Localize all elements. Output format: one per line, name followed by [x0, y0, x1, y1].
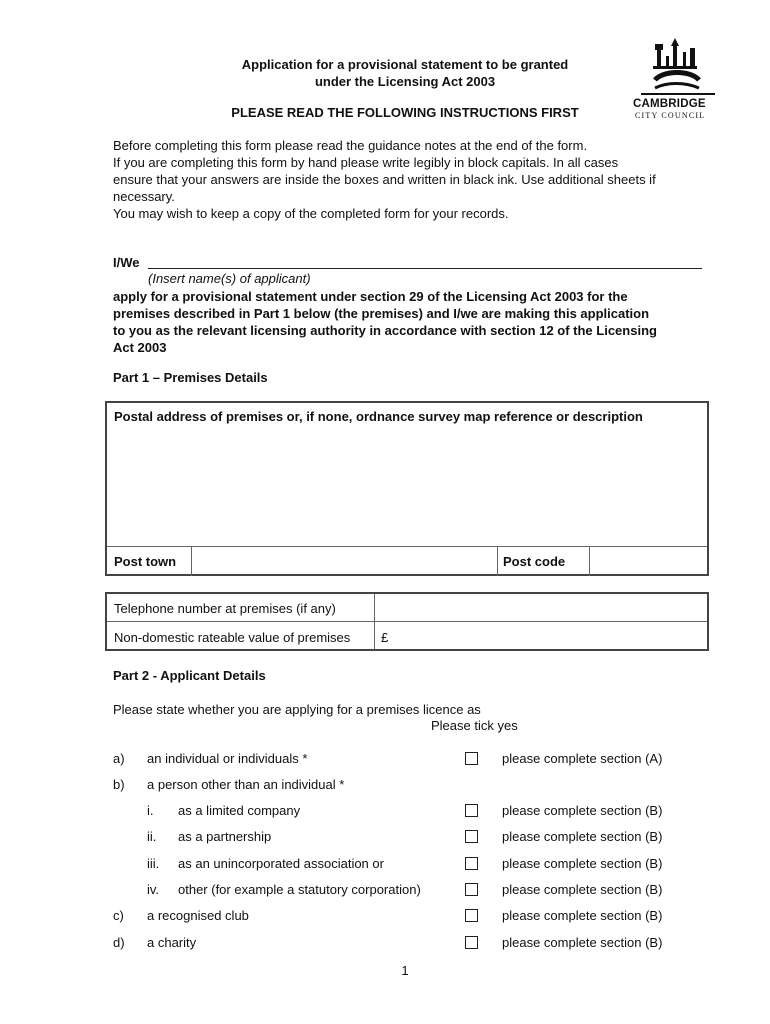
intro-line-3: ensure that your answers are inside the boxes and written in black ink. Use additional sheets if	[113, 172, 656, 187]
option-d-marker: d)	[113, 935, 125, 950]
option-d-label: a charity	[147, 935, 197, 950]
statement-line-4: Act 2003	[113, 340, 167, 355]
applicant-statement	[113, 288, 713, 356]
option-biv-marker: iv.	[147, 882, 160, 897]
option-biv-note: please complete section (B)	[502, 882, 663, 897]
intro-line-5: You may wish to keep a copy of the completed form for your records.	[113, 206, 509, 221]
option-biii-note: please complete section (B)	[502, 856, 663, 871]
tick-hint: Please tick yes	[431, 718, 518, 733]
rateable-value-input[interactable]	[392, 622, 707, 649]
option-c-label: a recognised club	[147, 908, 249, 923]
statement-line-1: apply for a provisional statement under section 29 of the Licensing Act 2003 for the	[113, 289, 628, 304]
logo-text-bottom: CITY COUNCIL	[635, 111, 706, 120]
option-a-label: an individual or individuals *	[147, 751, 308, 766]
title-line-2: under the Licensing Act 2003	[314, 74, 496, 89]
applicant-type-question: Please state whether you are applying for a premises licence as	[113, 702, 481, 717]
option-bi-note: please complete section (B)	[502, 803, 663, 818]
intro-text	[113, 137, 713, 222]
option-d-note: please complete section (B)	[502, 935, 663, 950]
address-label: Postal address of premises or, if none, ordnance survey map reference or description	[114, 409, 643, 424]
telephone-label: Telephone number at premises (if any)	[114, 601, 336, 616]
option-bii-note: please complete section (B)	[502, 829, 663, 844]
option-biv-checkbox[interactable]	[465, 883, 478, 896]
page-number: 1	[401, 963, 409, 978]
option-bii-label: as a partnership	[178, 829, 272, 844]
part1-heading: Part 1 – Premises Details	[113, 370, 268, 385]
option-bii-marker: ii.	[147, 829, 157, 844]
option-a-note: please complete section (A)	[502, 751, 663, 766]
option-d-checkbox[interactable]	[465, 936, 478, 949]
option-b-marker: b)	[113, 777, 125, 792]
currency-symbol: £	[381, 630, 389, 645]
option-c-checkbox[interactable]	[465, 909, 478, 922]
post-code-divider-left	[497, 546, 498, 576]
option-bi-marker: i.	[147, 803, 154, 818]
intro-line-2: If you are completing this form by hand please write legibly in block capitals. In all cases	[113, 155, 619, 170]
option-c-note: please complete section (B)	[502, 908, 663, 923]
insert-name-hint: (Insert name(s) of applicant)	[148, 271, 311, 286]
statement-line-2: premises described in Part 1 below (the premises) and I/we are making this application	[113, 306, 650, 321]
option-a-marker: a)	[113, 751, 125, 766]
option-bii-checkbox[interactable]	[465, 830, 478, 843]
option-biii-checkbox[interactable]	[465, 857, 478, 870]
premises-address-box	[105, 401, 709, 576]
instructions-heading: PLEASE READ THE FOLLOWING INSTRUCTIONS FIRST	[231, 105, 579, 120]
post-town-input[interactable]	[192, 547, 497, 575]
option-bi-label: as a limited company	[178, 803, 301, 818]
premises-contact-table	[105, 592, 709, 651]
rateable-value-label: Non-domestic rateable value of premises	[114, 630, 351, 645]
option-biii-label: as an unincorporated association or	[178, 856, 384, 871]
post-code-input[interactable]	[590, 547, 707, 575]
option-a-checkbox[interactable]	[465, 752, 478, 765]
intro-line-1: Before completing this form please read the guidance notes at the end of the form.	[113, 138, 588, 153]
option-biii-marker: iii.	[147, 856, 160, 871]
iwe-label: I/We	[113, 255, 140, 270]
part2-heading: Part 2 - Applicant Details	[113, 668, 266, 683]
address-input[interactable]	[107, 425, 707, 546]
option-bi-checkbox[interactable]	[465, 804, 478, 817]
option-b-label: a person other than an individual *	[147, 777, 345, 792]
post-town-label: Post town	[114, 554, 177, 569]
option-c-marker: c)	[113, 908, 124, 923]
option-biv-label: other (for example a statutory corporation)	[178, 882, 421, 897]
statement-line-3: to you as the relevant licensing authority in accordance with section 12 of the Licensing	[113, 323, 657, 338]
telephone-input[interactable]	[375, 594, 707, 621]
intro-line-4: necessary.	[113, 189, 175, 204]
title-line-1: Application for a provisional statement to be granted	[241, 57, 569, 72]
applicant-name-line[interactable]	[148, 268, 702, 269]
logo-text-top: CAMBRIDGE	[633, 98, 706, 110]
post-code-label: Post code	[503, 554, 566, 569]
page-title	[130, 56, 680, 90]
